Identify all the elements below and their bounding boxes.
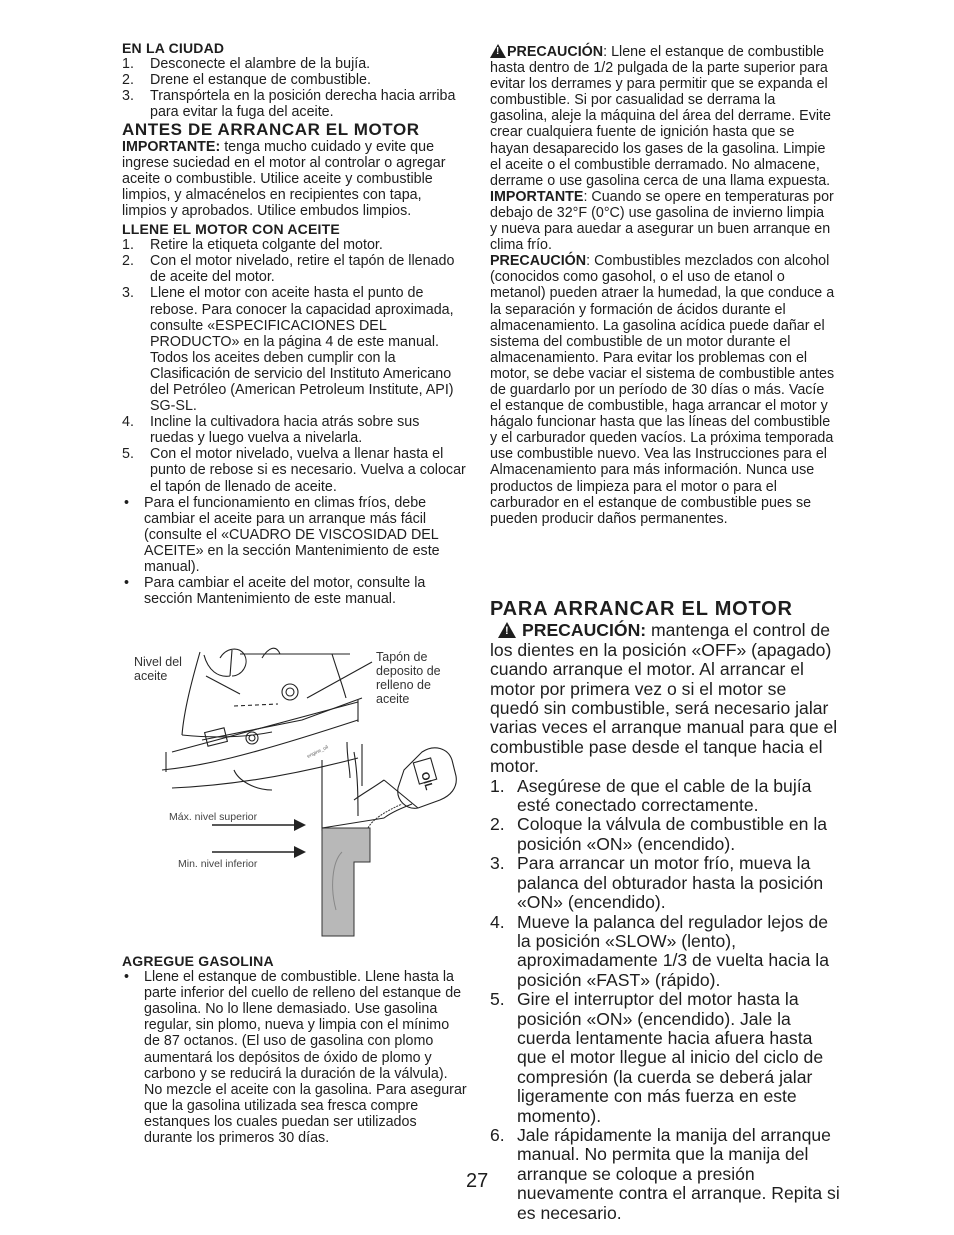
caution-paragraph: [490, 44, 835, 189]
oil-fill-figure: [122, 640, 467, 950]
city-heading: EN LA CIUDAD: [122, 40, 225, 56]
bullet-icon: •: [124, 969, 130, 986]
list-item: [122, 253, 467, 285]
item-number: 3.: [122, 88, 134, 105]
bullet-icon: •: [124, 575, 130, 592]
important-label: IMPORTANTE:: [122, 138, 221, 155]
right-column-top: [490, 44, 835, 527]
fill-cap-label: Tapón de deposito de relleno de aceite: [376, 650, 441, 706]
bullet-icon: •: [124, 494, 130, 511]
left-column: [122, 40, 467, 607]
before-start-heading: ANTES DE ARRANCAR EL MOTOR: [122, 120, 420, 140]
item-text: Desconecte el alambre de la bujía.: [150, 56, 371, 73]
oil-list: [122, 237, 467, 495]
caution-text: mantenga el control de los dientes en la posición «OFF» (apagado) cuando arranque el motor. Al arrancar el motor por primera vez o si el motor se quedó sin combustible, será necesario jalar varias veces el arranque manual para que el combustible pase desde el tanque hacia el motor.: [490, 620, 838, 777]
item-text: Para cambiar el aceite del motor, consulte la sección Mantenimiento de este manual.: [144, 575, 426, 608]
list-item: [122, 969, 467, 1146]
important-text: tenga mucho cuidado y evite que ingrese suciedad en el motor al controlar o agregar aceite o combustible. Utilice aceite y combustible limpios, y almacénelos en recipientes con tapa, limpios y aprobados. Utilice embudos limpios.: [122, 138, 446, 219]
item-number: 1.: [122, 237, 134, 254]
right-column-bottom: [490, 600, 840, 1223]
caution-label: PRECAUCIÓN: [490, 253, 587, 270]
oil-bullets: [122, 495, 467, 608]
item-text: Llene el estanque de combustible. Llene hasta la parte inferior del cuello de relleno del estanque de gasolina. No lo llene demasiado. Use gasolina regular, sin plomo, nueva y limpia con el mínimo de 87 octanos. (El uso de gasolina con plomo aumentará los depósitos de óxido de plomo y carbono y se reducirá la duración de la válvula). No mezcle el aceite con la gasolina. Para asegurar que la gasolina utilizada sea fresca compre estanques los cuales puedan ser utilizados durante los primeros 30 días.: [144, 969, 467, 1147]
list-item: [122, 88, 467, 120]
item-text: Transpórtela en la posición derecha hacia arriba para evitar la fuga del aceite.: [150, 88, 456, 121]
list-item: [122, 414, 467, 446]
important-paragraph: [490, 189, 835, 253]
item-number: 3.: [122, 285, 134, 302]
caution-paragraph: [490, 253, 835, 527]
important-label: IMPORTANTE: [490, 188, 584, 205]
list-item: [122, 237, 467, 253]
item-text: Con el motor nivelado, vuelva a llenar hasta el punto de rebose si es necesario. Vuelva a colocar el tapón de llenado de aceite.: [150, 446, 466, 495]
dipstick-label: OIL: [418, 770, 435, 792]
item-number: 4.: [490, 911, 505, 932]
item-text: Para el funcionamiento en climas fríos, debe cambiar el aceite para un arranque más fácil (consulte el «CUADRO DE VISCOSIDAD DEL ACEITE» en la sección Mantenimiento de este manual).: [144, 494, 440, 575]
list-item: [122, 56, 467, 72]
list-item: [490, 777, 840, 816]
list-item: [122, 72, 467, 88]
item-text: Incline la cultivadora hacia atrás sobre sus ruedas y luego vuelva a nivelarla.: [150, 414, 420, 447]
oil-level-label: Nivel del aceite: [134, 655, 182, 683]
city-list: [122, 56, 467, 120]
list-item: [122, 285, 467, 414]
item-text: Jale rápidamente la manija del arranque manual. No permita que la manija del arranque se coloque a presión nuevamente contra el arranque. Repita si es necesario.: [517, 1124, 840, 1223]
item-text: Drene el estanque de combustible.: [150, 72, 371, 89]
page-number: 27: [466, 1170, 489, 1192]
list-item: [490, 815, 840, 854]
list-item: [490, 854, 840, 912]
item-text: Con el motor nivelado, retire el tapón de llenado de aceite del motor.: [150, 253, 455, 286]
item-number: 2.: [122, 253, 134, 270]
item-text: Retire la etiqueta colgante del motor.: [150, 237, 383, 254]
caution-label: PRECAUCIÓN: [507, 44, 604, 60]
item-text: Llene el motor con aceite hasta el punto de rebose. Para conocer la capacidad aproximada, consulte «ESPECIFICACIONES DEL PRODUCTO» en la página 4 de este manual. Todos los aceites deben cumplir con la Clasificación de servicio del Instituto Americano del Petróleo (American Petroleum Institute, API) SG-SL.: [150, 285, 454, 415]
item-number: 5.: [122, 446, 134, 463]
important-paragraph: [122, 139, 467, 219]
start-heading: PARA ARRANCAR EL MOTOR: [490, 598, 793, 620]
gas-bullets: [122, 969, 467, 1146]
item-number: 2.: [122, 72, 134, 89]
item-text: Mueve la palanca del regulador lejos de la posición «SLOW» (lento), aproximadamente 1/3 de vuelta hacia la posición «FAST» (rápido).: [517, 911, 829, 990]
item-number: 3.: [490, 853, 505, 874]
oil-heading: LLENE EL MOTOR CON ACEITE: [122, 221, 340, 238]
item-text: Para arrancar un motor frío, mueva la palanca del obturador hasta la posición «ON» (encendido).: [517, 853, 824, 913]
item-number: 1.: [490, 775, 505, 796]
start-list: [490, 777, 840, 1223]
warning-icon: [498, 622, 516, 638]
list-item: [490, 913, 840, 991]
list-item: [122, 495, 467, 575]
item-text: Asegúrese de que el cable de la bujía esté conectado correctamente.: [517, 775, 812, 816]
caution-label: PRECAUCIÓN:: [522, 620, 647, 641]
gas-heading: AGREGUE GASOLINA: [122, 953, 274, 969]
item-number: 2.: [490, 814, 505, 835]
item-number: 1.: [122, 56, 134, 73]
list-item: [122, 575, 467, 607]
item-text: Coloque la válvula de combustible en la posición «ON» (encendido).: [517, 814, 828, 854]
caution-text: : Combustibles mezclados con alcohol (conocidos como gasohol, o el uso de etanol o metanol) pueden atraer la humedad, la que conduce a la separación y formación de ácidos durante el almacenamiento. La gasolina acídica puede dañar el sistema del combustible de un motor durante el almacenamiento. Para evitar los problemas con el motor, se debe vaciar el sistema de combustible antes de guardarlo por un período de 30 días o más. Vacíe el estanque de combustible, haga arrancar el motor y hágalo funcionar hasta que las líneas del combustible y el carburador queden vacíos. La próxima temporada use combustible nuevo. Vea las Instrucciones para el Almacenamiento para más información. Nunca use productos de limpieza para el motor o para el carburador en el estanque de combustible pues se pueden producir daños permanentes.: [490, 253, 835, 527]
svg-text:engine_oil: engine_oil: [306, 744, 330, 760]
min-level-label: Min. nivel inferior: [178, 858, 258, 870]
item-number: 6.: [490, 1124, 505, 1145]
max-level-label: Máx. nivel superior: [169, 811, 258, 823]
caution-text: : Llene el estanque de combustible hasta dentro de 1/2 pulgada de la parte superior para evitar los derrames y para permitir que se expanda el combustible. Si por casualidad se derrama la gasolina, aleje la máquina del área del derrame. Evite crear cualquiera fuente de ignición hasta que se hayan desaparecido los gases de la gasolina. Limpie el aceite o el combustible derramado. No almacene, derrame o use gasolina cerca de una llama expuesta.: [490, 44, 831, 189]
important-text: : Cuando se opere en temperaturas por debajo de 32°F (0°C) use gasolina de invierno limpia y nueva para auedar a asegurar un buen arranque en clima frío.: [490, 188, 834, 254]
list-item: [490, 1126, 840, 1223]
warning-icon: [490, 44, 506, 58]
item-number: 4.: [122, 414, 134, 431]
item-number: 5.: [490, 989, 505, 1010]
item-text: Gire el interruptor del motor hasta la posición «ON» (encendido). Jale la cuerda lentamente hacia afuera hasta que el motor llegue al inicio del ciclo de compresión (la cuerda se deberá jalar ligeramente con más fuerza en este momento).: [517, 989, 824, 1126]
caution-paragraph: [490, 621, 840, 776]
gas-section: [122, 953, 467, 1146]
list-item: [490, 990, 840, 1126]
list-item: [122, 446, 467, 494]
